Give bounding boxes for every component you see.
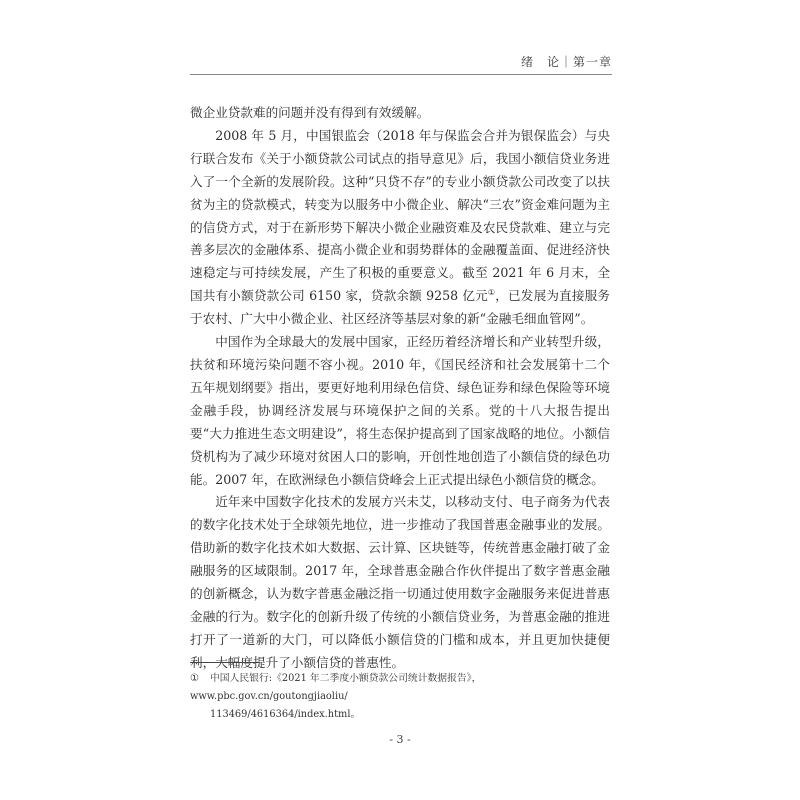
paragraph-green-credit: 中国作为全球最大的发展中国家，正经历着经济增长和产业转型升级，扶贫和环境污染问题不容小视。2010 年，《国民经济和社会发展第十二个五年规划纲要》指出，要更好地利用绿色信贷、绿色证券和绿色保险等环境金融手段，协调经济发展与环境保护之间的关系。党的十八大报告提出要“大力推进生态文明建设”，将生态保护提高到了国家战略的地位。小额信贷机构为了减少环境对贫困人口的影响，开创性地创造了小额信贷的绿色功能。2007 年，在欧洲绿色小额信贷峰会上正式提出绿色小额信贷的概念。 [190,334,610,487]
footnote-reference[interactable]: ① [487,288,496,298]
paragraph-text: 2008 年 5 月，中国银监会（2018 年与保监会合并为银保监会）与央行联合发布《关于小额贷款公司试点的指导意见》后，我国小额信贷业务进入了一个全新的发展阶段。这种“只贷不存”的专业小额贷款公司改变了以扶贫为主的贷款模式，转变为以服务中小微企业、解决“三农”资金难问题为主的信贷方式，对于在新形势下解决小微企业融资难及农民贷款难、建立与完善多层次的金融体系、提高小微企业和弱势群体的金融覆盖面、促进经济快速稳定与可持续发展，产生了积极的重要意义。截至 2021 年 6 月末，全国共有小额贷款公司 6150 家，贷款余额 9258 亿元 [190,127,610,304]
footnote-mark: ① [190,673,199,684]
page-number: - 3 - [389,733,411,746]
running-header: 绪 论｜第一章 [520,55,612,69]
paragraph-continued: 微企业贷款难的问题并没有得到有效缓解。 [190,105,430,120]
header-divider [190,74,612,75]
footnote-line-2: 113469/4616364/index.html。 [210,709,361,720]
paragraph-text-cont: ，已发展为直接服务于农村、广大中小微企业、社区经济等基层对象的新“金融毛细血管网”。 [190,288,611,327]
paragraph-2008-policy [190,125,610,331]
footnote-line-1: 中国人民银行:《2021 年二季度小额贷款公司统计数据报告》，www.pbc.gov.cn/goutongjiaoliu/ [190,673,482,702]
footnote-divider [190,662,260,663]
paragraph-digital-finance: 近年来中国数字化技术的发展方兴未艾，以移动支付、电子商务为代表的数字化技术处于全球领先地位，进一步推动了我国普惠金融事业的发展。借助新的数字化技术如大数据、云计算、区块链等，传统普惠金融打破了金融服务的区域限制。2017 年，全球普惠金融合作伙伴提出了数字普惠金融的创新概念，认为数字普惠金融泛指一切通过使用数字金融服务来促进普惠金融的行为。数字化的创新升级了传统的小额信贷业务，为普惠金融的推进打开了一道新的大门，可以降低小额信贷的门槛和成本，并且更加快捷便利，大幅度提升了小额信贷的普惠性。 [190,494,610,670]
body-text [190,102,610,675]
footnote [190,670,612,724]
